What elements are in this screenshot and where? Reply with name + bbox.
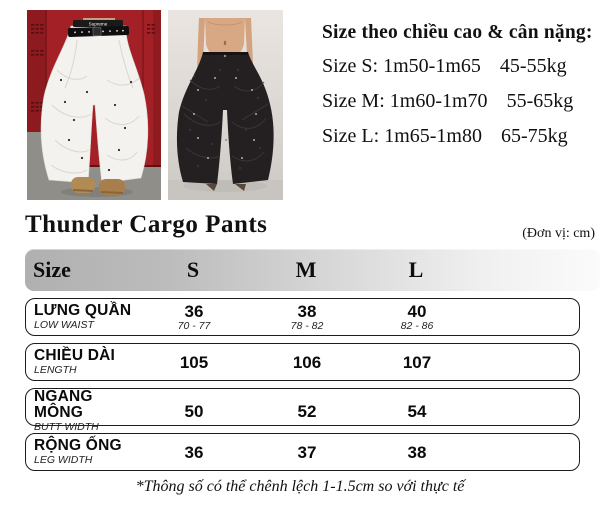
title-row bbox=[25, 209, 600, 243]
size-guide-line-m: Size M: 1m60-1m70 55-65kg bbox=[322, 90, 574, 112]
measure-name-en: LOW WAIST bbox=[34, 319, 94, 331]
value-l: 38 bbox=[407, 442, 427, 462]
svg-text:Supreme: Supreme bbox=[88, 21, 108, 27]
value-l: 40 bbox=[407, 301, 427, 321]
table-row-butt-width bbox=[25, 388, 580, 433]
value-m: 52 bbox=[297, 401, 317, 421]
measure-name-vi: RỘNG ỐNG bbox=[34, 437, 122, 454]
white-pants-photo bbox=[27, 10, 161, 200]
size-guide-heading: Size theo chiều cao & cân nặng: bbox=[322, 22, 593, 43]
header-col-m: M bbox=[295, 257, 317, 282]
value-l: 54 bbox=[407, 401, 427, 421]
header-col-l: L bbox=[408, 257, 424, 282]
size-guide-line-s: Size S: 1m50-1m65 45-55kg bbox=[322, 55, 567, 77]
value-m: 38 bbox=[297, 301, 317, 321]
measure-name-en: BUTT WIDTH bbox=[34, 421, 99, 433]
value-s-range: 70 - 77 bbox=[177, 319, 211, 332]
header-size-label: Size bbox=[33, 257, 71, 282]
value-s: 50 bbox=[184, 401, 204, 421]
size-guide-line-l: Size L: 1m65-1m80 65-75kg bbox=[322, 125, 568, 147]
value-s: 105 bbox=[179, 352, 209, 372]
value-m-range: 78 - 82 bbox=[290, 319, 324, 332]
measure-name-vi: NGANG MÔNG bbox=[34, 388, 93, 421]
black-pants-photo bbox=[168, 10, 283, 200]
value-l-range: 82 - 86 bbox=[400, 319, 434, 332]
value-l: 107 bbox=[402, 352, 432, 372]
measure-name-en: LENGTH bbox=[34, 364, 77, 376]
header-col-s: S bbox=[186, 257, 200, 282]
measure-name-vi: LƯNG QUẦN bbox=[34, 302, 132, 319]
table-row-leg-width bbox=[25, 433, 580, 471]
measure-name-en: LEG WIDTH bbox=[34, 454, 93, 466]
size-table-body bbox=[25, 298, 580, 478]
table-row-length bbox=[25, 343, 580, 381]
value-m: 106 bbox=[292, 352, 322, 372]
page-title: Thunder Cargo Pants bbox=[25, 211, 268, 238]
value-s: 36 bbox=[184, 301, 204, 321]
tolerance-footnote: *Thông số có thể chênh lệch 1-1.5cm so với thực tế bbox=[135, 478, 465, 495]
size-guide bbox=[322, 21, 594, 159]
value-m: 37 bbox=[297, 442, 317, 462]
table-row-low-waist bbox=[25, 298, 580, 336]
unit-note: (Đơn vị: cm) bbox=[522, 226, 595, 241]
measure-name-vi: CHIỀU DÀI bbox=[34, 347, 116, 364]
size-table-header bbox=[25, 249, 600, 291]
value-s: 36 bbox=[184, 442, 204, 462]
